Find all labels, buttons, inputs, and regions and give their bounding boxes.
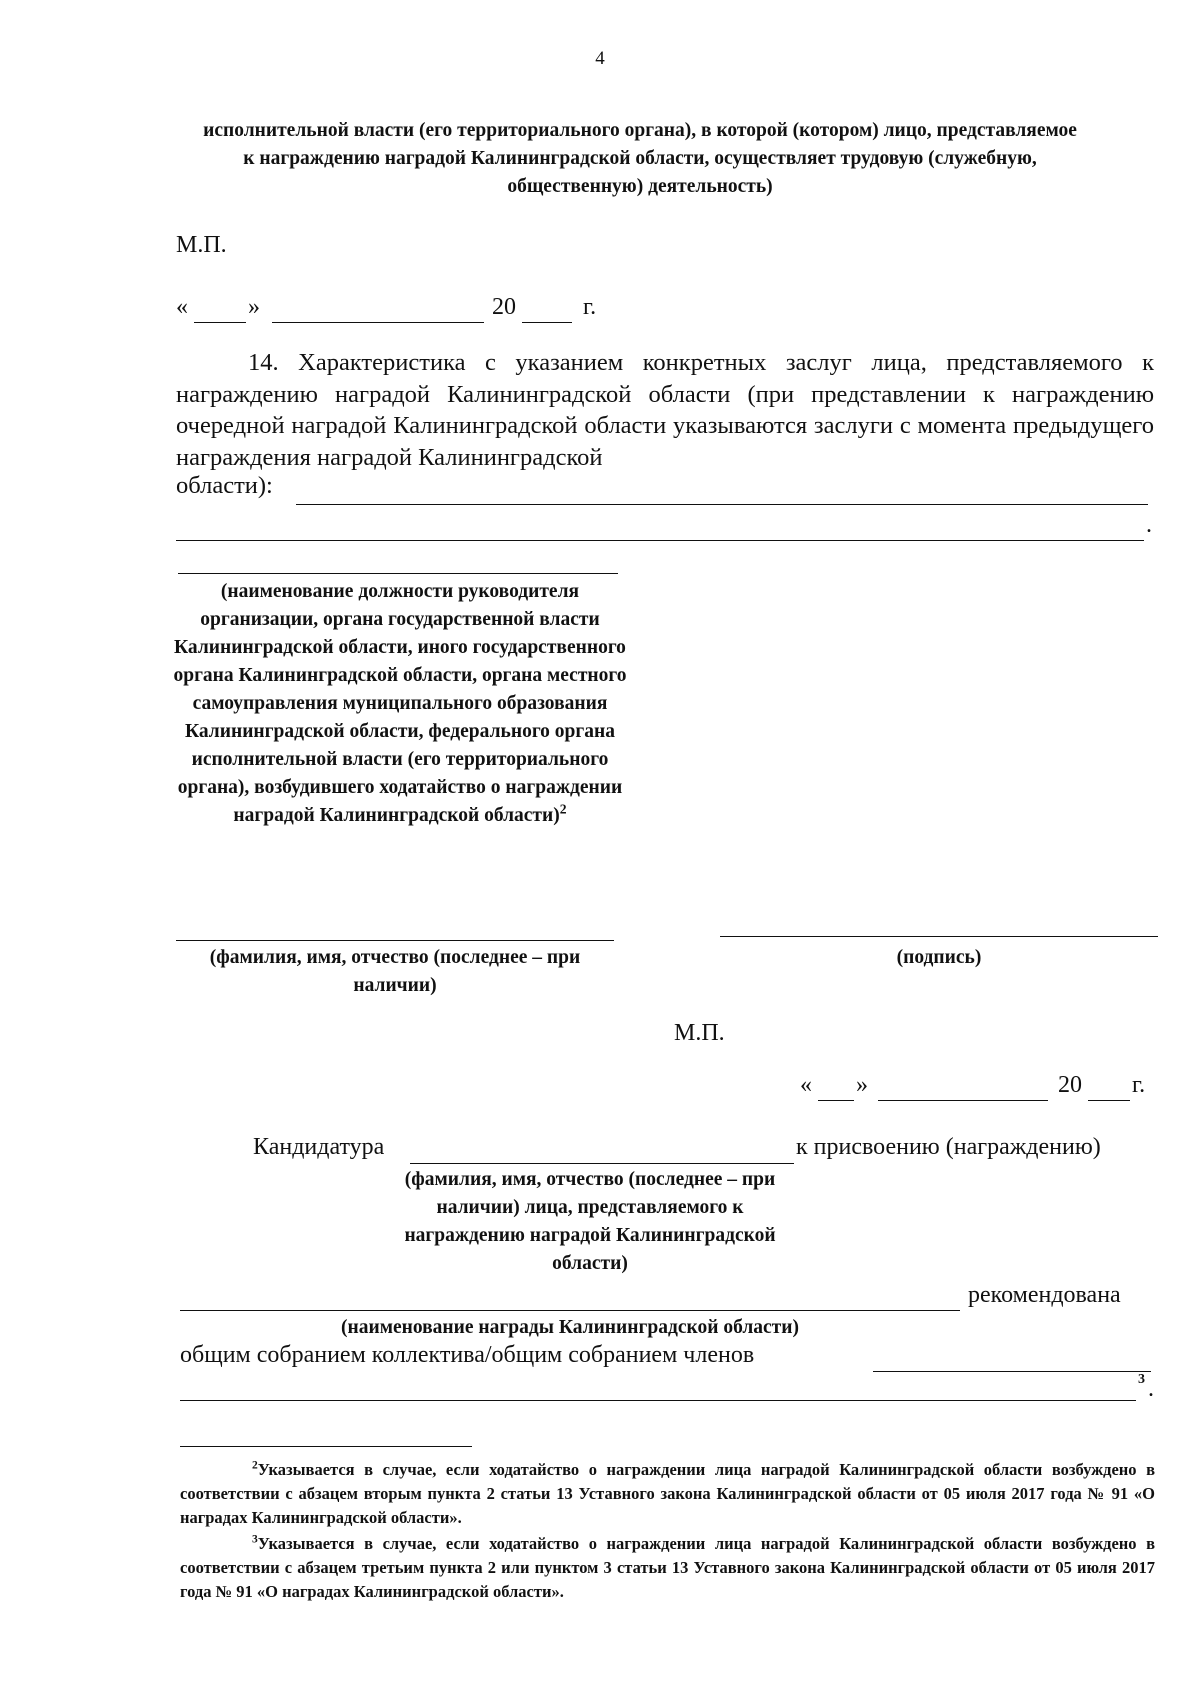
meeting-org-line-1[interactable] [873,1371,1151,1372]
head-position-caption-text: (наименование должности руководителя организации, органа государственной власти Калининградской области, иного государственного органа Калининградской области, органа местного самоуправления муниципального образования Калининградской области, федерального органа исполнительной власти (его территориального органа), возбудившего ходатайство о награждении наградой Калининградской области) [173,581,627,826]
candidate-caption: (фамилия, имя, отчество (последнее – при наличии) лица, представляемого к награждению наградой Калининградской области) [404,1169,776,1274]
section-14-paragraph [176,347,1154,473]
organization-caption: исполнительной власти (его территориального органа), в которой (котором) лицо, представляемое к награждению наградой Калининградской области, осуществляет трудовую (служебную, общественную) деятельность) [203,120,1077,197]
candidate-suffix: к присвоению (награждению) [796,1134,1101,1160]
footnote-3 [180,1532,1155,1604]
candidate-name-line[interactable] [410,1163,794,1164]
characteristic-line-2[interactable] [176,540,1144,541]
footnote-separator [180,1446,472,1447]
signature-caption: (подпись) [896,947,982,968]
section-14-text: 14. Характеристика с указанием конкретных заслуг лица, представляемого к награждению наградой Калининградской области (при представлении к награждению очередной наградой Калининградской области указываются заслуги с момента предыдущего награждения наградой Калининградской [176,349,1154,471]
meeting-end-dot: . [1148,1376,1154,1402]
section-14-end-dot: . [1146,512,1152,538]
signature-line[interactable] [720,936,1158,937]
meeting-org-line-2[interactable] [180,1400,1136,1401]
award-name-line[interactable] [180,1310,960,1311]
date-close-quote: » [248,294,260,320]
date2-day-blank[interactable] [818,1100,854,1101]
footnote-3-text: Указывается в случае, если ходатайство о награждении лица наградой Калининградской области возбуждено в соответствии с абзацем третьим пункта 2 или пунктом 3 статьи 13 Уставного закона Калининградской области от 05 июля 2017 года № 91 «О наградах Калининградской области». [180,1534,1155,1601]
date-year-suffix: г. [583,294,597,320]
footnote-ref-2: 2 [559,801,567,817]
stamp-mark-2: М.П. [674,1020,725,1046]
date-day-blank[interactable] [194,322,246,323]
head-position-line[interactable] [178,573,618,574]
footnote-3-ref: 3 [252,1533,258,1546]
characteristic-line-1[interactable] [296,504,1148,505]
head-position-caption [170,578,630,830]
award-caption: (наименование награды Калининградской области) [341,1317,799,1338]
name-caption: (фамилия, имя, отчество (последнее – при наличии) [209,947,581,996]
date2-year-suffix: г. [1132,1072,1146,1098]
date2-open-quote: « [800,1072,812,1098]
footnote-2 [180,1458,1155,1530]
stamp-mark: М.П. [176,232,227,258]
date-month-blank[interactable] [272,322,484,323]
page-number: 4 [595,48,605,69]
section-14-label: области): [176,472,273,499]
candidate-label: Кандидатура [253,1134,385,1160]
footnote-2-ref: 2 [252,1459,258,1472]
name-line[interactable] [176,940,614,941]
meeting-text: общим собранием коллектива/общим собранием членов [180,1342,755,1368]
recommended-label: рекомендована [968,1282,1121,1308]
date2-year-blank[interactable] [1088,1100,1130,1101]
date-year-blank[interactable] [522,322,572,323]
date2-year-prefix: 20 [1058,1072,1082,1098]
date2-month-blank[interactable] [878,1100,1048,1101]
footnote-2-text: Указывается в случае, если ходатайство о награждении лица наградой Калининградской области возбуждено в соответствии с абзацем вторым пункта 2 статьи 13 Уставного закона Калининградской области от 05 июля 2017 года № 91 «О наградах Калининградской области». [180,1460,1155,1527]
date-open-quote: « [176,294,188,320]
date-year-prefix: 20 [492,294,516,320]
footnote-ref-3: 3 [1138,1372,1145,1387]
date2-close-quote: » [856,1072,868,1098]
